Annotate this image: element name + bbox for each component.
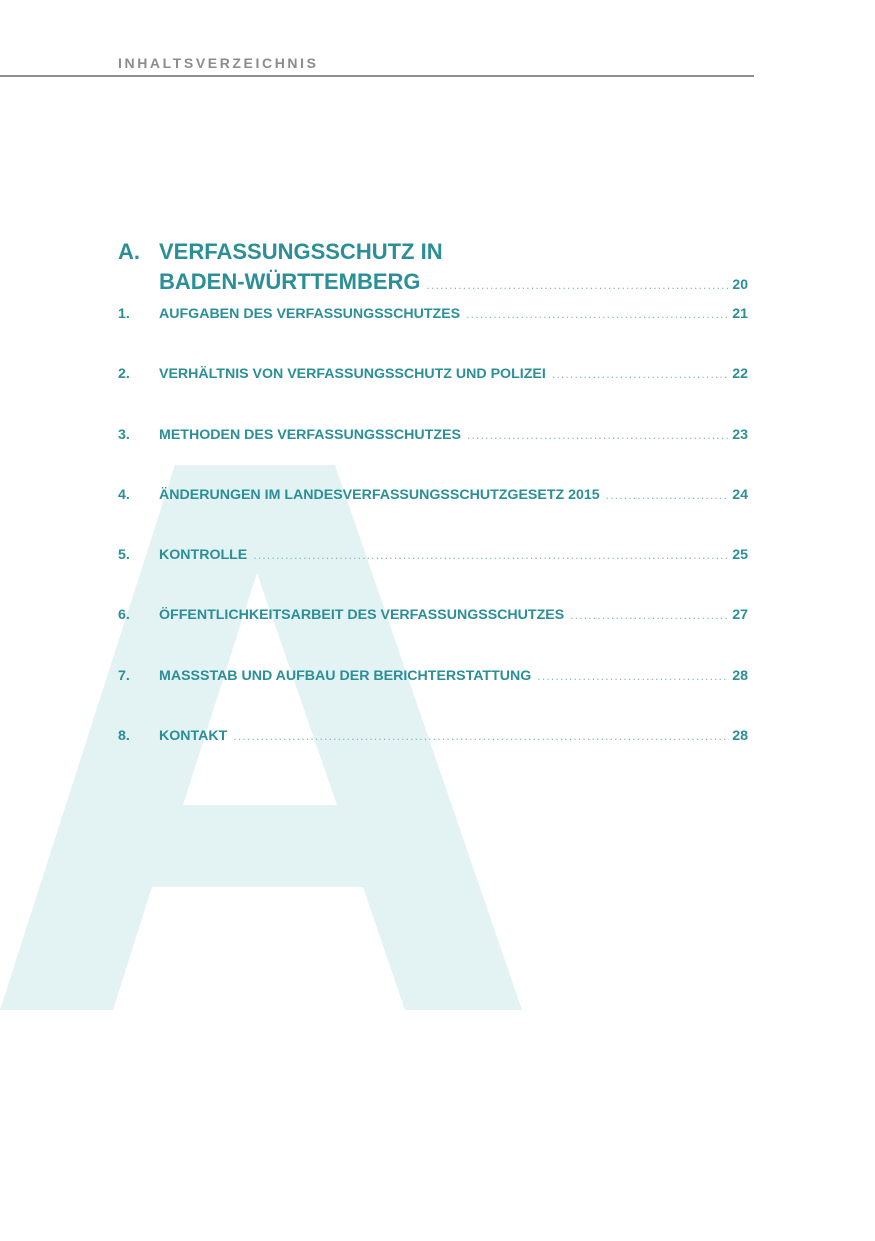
chapter-title-line1: VERFASSUNGSSCHUTZ IN — [159, 239, 443, 264]
entry-number: 8. — [118, 728, 130, 745]
dot-leader — [570, 599, 729, 631]
entry-number: 7. — [118, 667, 130, 684]
toc-entry[interactable] — [118, 599, 748, 659]
dot-leader — [466, 298, 729, 330]
dot-leader — [253, 539, 729, 571]
entry-title: ÄNDERUNGEN IM LANDESVERFASSUNGSSCHUTZGESETZ 2015 — [159, 486, 600, 503]
dot-leader — [537, 660, 729, 692]
chapter-title-row — [159, 266, 748, 301]
entry-number: 6. — [118, 607, 130, 624]
entry-page-number: 24 — [732, 486, 748, 503]
dot-leader — [467, 419, 729, 451]
chapter-page-number: 20 — [732, 276, 748, 292]
toc-entry[interactable] — [118, 539, 748, 599]
dot-leader — [427, 269, 730, 301]
entry-title: ÖFFENTLICHKEITSARBEIT DES VERFASSUNGSSCHUTZES — [159, 607, 565, 624]
toc-entry[interactable] — [118, 358, 748, 418]
entry-page-number: 27 — [732, 607, 748, 624]
table-of-contents — [118, 236, 748, 780]
entry-page-number: 28 — [732, 728, 748, 745]
chapter-title-line2: BADEN-WÜRTTEMBERG — [159, 269, 421, 294]
header-divider — [0, 75, 754, 77]
toc-chapter[interactable] — [118, 236, 748, 298]
toc-entry[interactable] — [118, 479, 748, 539]
entry-title: KONTROLLE — [159, 547, 248, 564]
dot-leader — [552, 358, 729, 390]
dot-leader — [606, 479, 730, 511]
entry-page-number: 25 — [732, 547, 748, 564]
toc-entry[interactable] — [118, 720, 748, 780]
dot-leader — [233, 720, 729, 752]
entry-title: KONTAKT — [159, 728, 228, 745]
entry-page-number: 22 — [732, 366, 748, 383]
entry-title: VERHÄLTNIS VON VERFASSUNGSSCHUTZ UND POLIZEI — [159, 366, 546, 383]
entry-number: 2. — [118, 366, 130, 383]
entry-title: METHODEN DES VERFASSUNGSSCHUTZES — [159, 426, 461, 443]
toc-entry-list — [118, 298, 748, 780]
entry-number: 1. — [118, 306, 130, 322]
entry-page-number: 21 — [732, 306, 748, 322]
toc-entry[interactable] — [118, 298, 748, 358]
toc-entry[interactable] — [118, 660, 748, 720]
chapter-number: A. — [118, 239, 140, 264]
toc-entry[interactable] — [118, 419, 748, 479]
entry-page-number: 23 — [732, 426, 748, 443]
entry-number: 5. — [118, 547, 130, 564]
entry-number: 4. — [118, 486, 130, 503]
entry-page-number: 28 — [732, 667, 748, 684]
page-header-title: INHALTSVERZEICHNIS — [118, 55, 319, 71]
entry-number: 3. — [118, 426, 130, 443]
entry-title: MASSSTAB UND AUFBAU DER BERICHTERSTATTUNG — [159, 667, 532, 684]
entry-title: AUFGABEN DES VERFASSUNGSSCHUTZES — [159, 306, 461, 322]
